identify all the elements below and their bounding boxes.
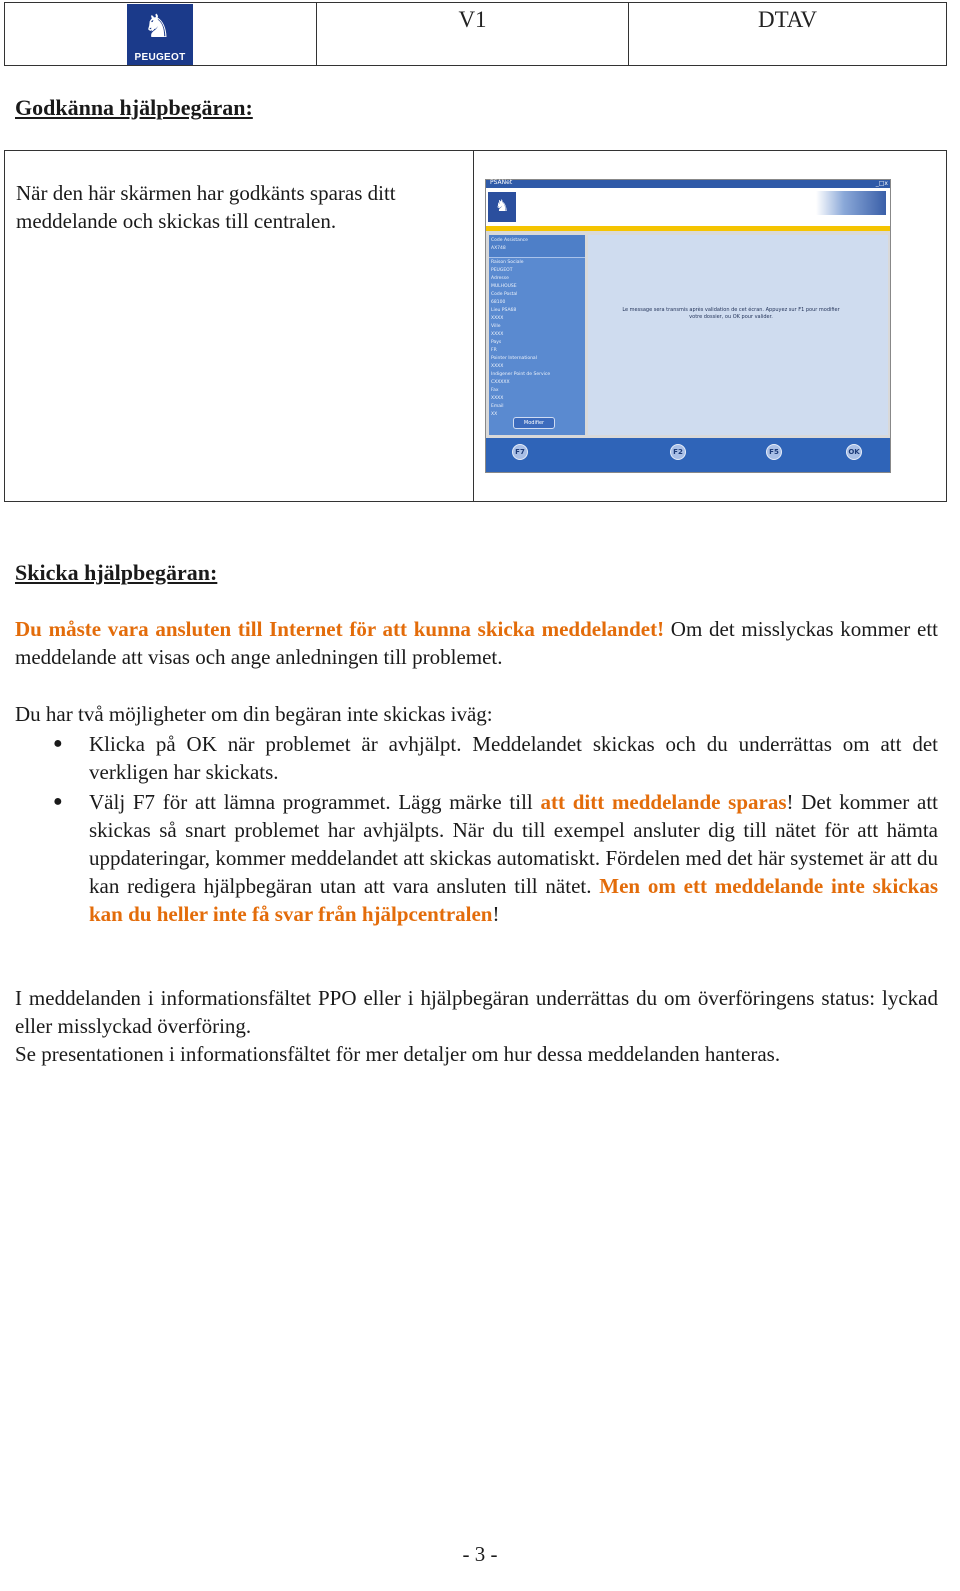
header-version: V1 bbox=[458, 7, 487, 32]
header-table bbox=[4, 2, 947, 66]
internet-warning: Du måste vara ansluten till Internet för att kunna skicka meddelandet! bbox=[15, 617, 665, 641]
bullet2-part-c: ! bbox=[492, 902, 500, 926]
screenshot-window-title: PSANet bbox=[490, 179, 513, 186]
screenshot-sidebar-item: Code Postal bbox=[491, 292, 518, 297]
screenshot-sidebar-list bbox=[491, 237, 550, 419]
screenshot-sidebar-item: Lieu PSA68 bbox=[491, 308, 517, 313]
presentation-paragraph: Se presentationen i informationsfältet för mer detaljer om hur dessa meddelanden hanteras. bbox=[15, 1042, 781, 1066]
screenshot-sidebar-item: AX748 bbox=[491, 246, 506, 251]
bullet2-part-a: Välj F7 för att lämna programmet. Lägg märke till bbox=[89, 790, 541, 814]
window-buttons-icon: _□x bbox=[875, 180, 888, 187]
internet-paragraph-rest: Om det misslyckas kommer ett meddelande att visas och ange anledningen till problemet. bbox=[15, 617, 939, 669]
screenshot-lion-icon: ♞ bbox=[488, 192, 516, 222]
header-logo-cell bbox=[5, 3, 317, 65]
header-code-cell bbox=[629, 3, 946, 65]
header-version-cell bbox=[317, 3, 629, 65]
screenshot-sidebar-item: XXXX bbox=[491, 396, 504, 401]
status-paragraph: I meddelanden i informationsfältet PPO eller i hjälpbegäran underrättas du om överföringens status: lyckad eller misslyckad överföring. bbox=[15, 986, 938, 1038]
bullet2-part-b: ! Det kommer att skickas så snart problemet har avhjälpts. När du till exempel ansluter dig till nätet för att hämta uppdateringar, kommer meddelandet att skickas automatiskt. Fördelen med det här systemet är att du kan redigera hjälpbegäran utan att vara ansluten till nätet. bbox=[89, 790, 938, 898]
screenshot-sidebar-item: Pointer International bbox=[491, 356, 537, 361]
bullet2-warning: Men om ett meddelande inte skickas kan du heller inte få svar från hjälpcentralen bbox=[89, 874, 938, 926]
approve-box bbox=[4, 150, 947, 502]
screenshot-sidebar-item: Ville bbox=[491, 324, 501, 329]
screenshot-sidebar-item: CXXXXX bbox=[491, 380, 510, 385]
screenshot-bottom-bar bbox=[486, 438, 890, 472]
section1-heading: Godkänna hjälpbegäran: bbox=[15, 95, 253, 120]
screenshot-header-band bbox=[816, 191, 886, 215]
screenshot-yellow-bar bbox=[486, 226, 890, 231]
screenshot-header bbox=[486, 188, 890, 226]
page-number: - 3 - bbox=[462, 1542, 498, 1566]
bullet-icon: ● bbox=[53, 735, 63, 752]
screenshot-print-icon: F2 bbox=[670, 444, 686, 460]
lion-icon: ♞ bbox=[143, 8, 172, 44]
screenshot-sidebar-item: PEUGEOT bbox=[491, 268, 513, 273]
screenshot-main-panel bbox=[588, 235, 888, 435]
logo-text: PEUGEOT bbox=[134, 52, 186, 63]
box-divider bbox=[473, 151, 474, 501]
section2-heading: Skicka hjälpbegäran: bbox=[15, 560, 218, 585]
screenshot-sidebar-item: FR bbox=[491, 348, 497, 353]
screenshot-sidebar-item: 68100 bbox=[491, 300, 506, 305]
screenshot-exit-icon: F7 bbox=[512, 444, 528, 460]
screenshot-sidebar-item: Fax bbox=[491, 388, 499, 393]
bullet-icon: ● bbox=[53, 793, 63, 810]
screenshot-message: Le message sera transmis après validation de cet écran. Appuyez sur F1 pour modifier votre dossier, ou OK pour valider. bbox=[622, 307, 840, 320]
header-doc-code: DTAV bbox=[757, 7, 818, 32]
screenshot-sidebar-item: Raison Sociale bbox=[491, 260, 524, 265]
options-intro: Du har två möjligheter om din begäran inte skickas iväg: bbox=[15, 702, 493, 726]
screenshot-sidebar-item: XXXX bbox=[491, 332, 504, 337]
screenshot-sidebar-item: Pays bbox=[491, 340, 502, 345]
bullet2-saved-note: att ditt meddelande sparas bbox=[540, 790, 787, 814]
approve-text: När den här skärmen har godkänts sparas ditt meddelande och skickas till centralen. bbox=[16, 181, 396, 233]
bullet1-text: Klicka på OK när problemet är avhjälpt. Meddelandet skickas och du underrättas om att det verkligen har skickats. bbox=[89, 732, 938, 784]
screenshot-titlebar bbox=[486, 180, 890, 188]
bullet2-text bbox=[89, 788, 938, 928]
screenshot-sidebar bbox=[489, 235, 585, 435]
screenshot-ok-icon: OK bbox=[846, 444, 862, 460]
screenshot-sidebar-item: Indigener Point de Service bbox=[491, 372, 551, 377]
screenshot-sidebar-item: XXXX bbox=[491, 364, 504, 369]
screenshot-sidebar-item: Email bbox=[491, 404, 504, 409]
app-screenshot bbox=[485, 179, 891, 473]
screenshot-help-icon: F5 bbox=[766, 444, 782, 460]
screenshot-sidebar-item: XXXX bbox=[491, 316, 504, 321]
screenshot-sidebar-item: MULHOUSE bbox=[491, 284, 517, 289]
screenshot-sidebar-item: Adresse bbox=[491, 276, 509, 281]
screenshot-sidebar-item: Code Assistance bbox=[491, 238, 528, 243]
peugeot-logo bbox=[127, 4, 193, 65]
screenshot-modify-button: Modifier bbox=[513, 417, 555, 429]
screenshot-sidebar-item: XX bbox=[491, 412, 498, 417]
internet-paragraph bbox=[15, 615, 938, 671]
